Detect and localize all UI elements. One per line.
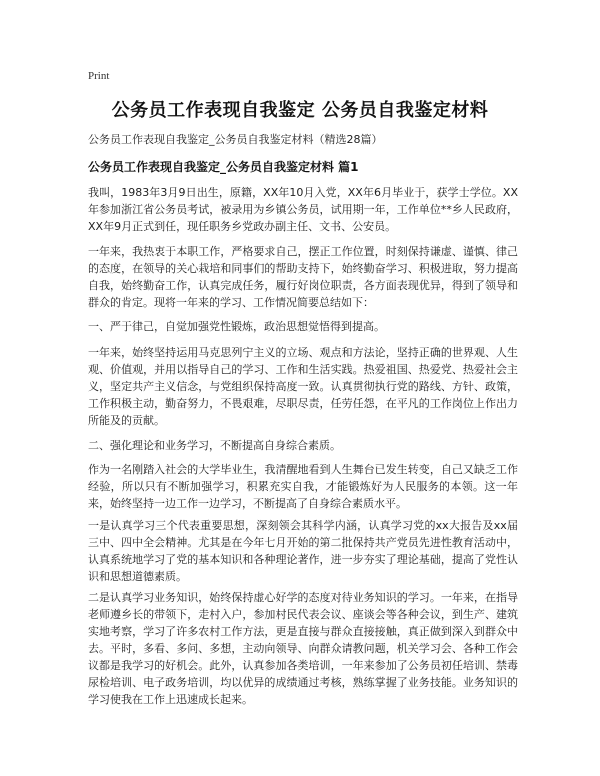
- print-label[interactable]: Print: [88, 70, 110, 82]
- document-title: 公务员工作表现自我鉴定 公务员自我鉴定材料: [111, 100, 489, 121]
- paragraph-intro: 我叫，1983年3月9日出生，原籍，XX年10月入党，XX年6月毕业于，获学士学位。XX年参加浙江省公务员考试，被录用为乡镇公务员，试用期一年，工作单位**乡人民政府，XX年9月正式到任，现任职务乡党政办副主任、文书、公安员。: [88, 186, 518, 233]
- paragraph-summary: 一年来，我热衷于本职工作，严格要求自己，摆正工作位置，时刻保持谦虚、谨慎、律己的态度，在领导的关心栽培和同事们的帮助支持下，始终勤奋学习、积极进取，努力提高自我，始终勤奋工作，认真完成任务，履行好岗位职责，各方面表现优异，得到了领导和群众的肯定。现将一年来的学习、工作情况简要总结如下：: [88, 245, 518, 309]
- paragraph-business-study: 二是认真学习业务知识，始终保持虚心好学的态度对待业务知识的学习。一年来，在指导老师遵乡长的带领下，走村入户，参加村民代表会议、座谈会等各种会议，到生产、建筑实地考察，学习了许多农村工作方法，更是直接与群众直接接触，真正做到深入到群众中去。平时，多看、多问、多想，主动向领导、向群众请教问题，机关学习会、各种工作会议都是我学习的好机会。此外，认真参加各类培训，一年来参加了公务员初任培训、禁毒尿检培训、电子政务培训，均以优异的成绩通过考核，熟练掌握了业务技能。业务知识的学习使我在工作上迅速成长起来。: [88, 591, 518, 706]
- paragraph-section-two-heading: 二、强化理论和业务学习，不断提高自身综合素质。: [88, 439, 341, 452]
- document-subtitle: 公务员工作表现自我鉴定_公务员自我鉴定材料（精选28篇）: [88, 133, 383, 146]
- section-heading: 公务员工作表现自我鉴定_公务员自我鉴定材料 篇1: [88, 160, 359, 174]
- paragraph-theory-study: 一是认真学习三个代表重要思想，深刻领会其科学内涵，认真学习党的xx大报告及xx届三中、四中全会精神。尤其是在今年七月开始的第二批保持共产党员先进性教育活动中，认真系统地学习了党的基本知识和各种理论著作，进一步夯实了理论基础，提高了党性认识和思想道德素质。: [88, 519, 518, 583]
- paragraph-political: 一年来，始终坚持运用马克思列宁主义的立场、观点和方法论，坚持正确的世界观、人生观、价值观，并用以指导自己的学习、工作和生活实践。热爱祖国、热爱党、热爱社会主义，坚定共产主义信念，与党组织保持高度一致。认真贯彻执行党的路线、方针、政策，工作积极主动，勤奋努力，不畏艰难，尽职尽责，任劳任怨，在平凡的工作岗位上作出力所能及的贡献。: [88, 346, 518, 427]
- paragraph-section-one-heading: 一、严于律己，自觉加强党性锻炼，政治思想觉悟得到提高。: [88, 320, 385, 333]
- paragraph-graduate: 作为一名刚踏入社会的大学毕业生，我清醒地看到人生舞台已发生转变，自己又缺乏工作经验，所以只有不断加强学习，积累充实自我，才能锻炼好为人民服务的本领。这一年来，始终坚持一边工作一边学习，不断提高了自身综合素质水平。: [88, 463, 518, 510]
